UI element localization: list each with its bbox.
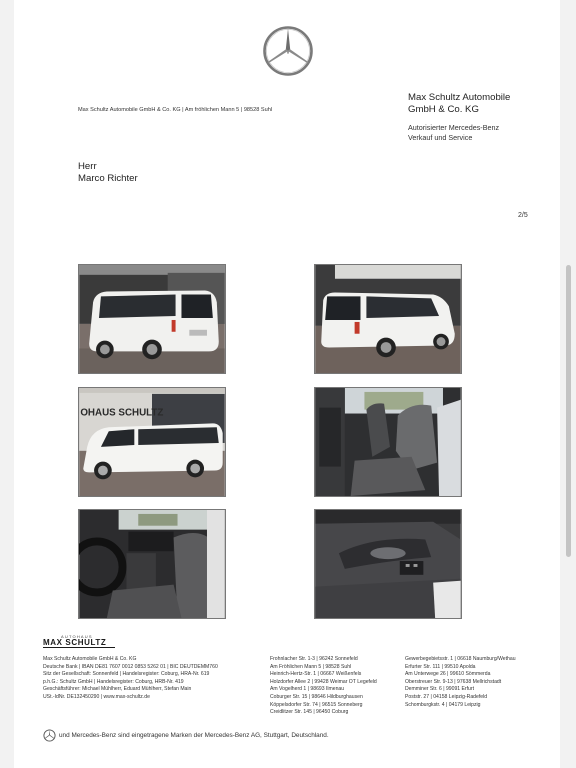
page-number: 2/5: [518, 212, 528, 219]
footer-branch-line: Köppelsdorfer Str. 74 | 96515 Sonneberg: [270, 701, 363, 708]
trademark-notice: und Mercedes-Benz sind eingetragene Marken der Mercedes-Benz AG, Stuttgart, Deutschland.: [59, 732, 329, 739]
recipient-block: [78, 161, 138, 185]
dealer-description-line-1: Autorisierter Mercedes-Benz: [408, 123, 500, 132]
dealer-name-line-1: Max Schultz Automobile: [408, 92, 511, 103]
showroom-sign-text: OHAUS SCHULTZ: [80, 407, 164, 419]
footer-logo-small-text: AUTOHAUS: [61, 634, 93, 639]
mercedes-star-small-icon: [43, 729, 56, 742]
photo-exterior-rear-right: [314, 264, 462, 374]
footer-company-line: p.h.G.: Schultz GmbH | Handelsregister: Coburg, HRB-Nr. 419: [43, 678, 184, 685]
photo-interior-dashboard: [78, 509, 226, 619]
footer-branch-line: Creidlitzer Str. 145 | 96450 Coburg: [270, 709, 349, 716]
footer-dealer-logo: [43, 634, 121, 648]
photo-interior-door: [314, 509, 462, 619]
footer-branch-line: Demminer Str. 6 | 99091 Erfurt: [405, 686, 474, 693]
footer-branch-line: Heinrich-Hertz-Str. 1 | 06667 Weißenfels: [270, 671, 362, 678]
footer-branches-column-2: [405, 656, 516, 709]
photo-exterior-side: [78, 387, 226, 497]
footer-branch-line: Oberstreuer Str. 9-13 | 97638 Mellrichstadt: [405, 678, 502, 685]
footer-branch-line: Frohnlacher Str. 1-3 | 96242 Sonnefeld: [270, 656, 358, 662]
footer-company-line: Sitz der Gesellschaft: Sonnenfeld | Handelsregister: Coburg, HRA-Nr. 619: [43, 671, 210, 678]
footer-company-line: Max Schultz Automobile GmbH & Co. KG: [43, 656, 137, 662]
mercedes-star-icon: [262, 25, 314, 77]
footer-company-line: Geschäftsführer: Michael Mühlherr, Eduard Mühlherr, Stefan Main: [43, 686, 192, 693]
recipient-name: Marco Richter: [78, 173, 138, 184]
footer-branch-line: Poststr. 27 | 04158 Leipzig-Radefeld: [405, 693, 488, 700]
footer-logo-main-text: MAX SCHULTZ: [43, 638, 107, 647]
recipient-salutation: Herr: [78, 161, 97, 172]
footer-branch-line: Holzdorfer Allee 2 | 99428 Weimar OT Legefeld: [270, 678, 377, 685]
footer-company-line: Deutsche Bank | IBAN DE81 7607 0012 0853 5262 01 | BIC DEUTDEMM760: [43, 663, 218, 670]
footer-branches-column-1: [270, 656, 377, 717]
dealer-description-line-2: Verkauf und Service: [408, 132, 473, 142]
footer-branch-line: Erfurter Str. 111 | 99510 Apolda: [405, 663, 476, 670]
footer-company-line: USt.-IdNr. DE132450290 | www.max-schultz.de: [43, 693, 150, 700]
sender-address-line: Max Schultz Automobile GmbH & Co. KG | Am fröhlichen Mann 5 | 98528 Suhl: [78, 107, 273, 113]
photo-interior-rear-seats: [314, 387, 462, 497]
footer-branch-line: Am Vogelherd 1 | 98693 Ilmenau: [270, 686, 345, 693]
footer-branch-line: Am Unterwege 26 | 99610 Sömmerda: [405, 671, 491, 678]
footer-branch-line: Gewerbegebietsstr. 1 | 06618 Naumburg/Wethau: [405, 656, 516, 662]
scrollbar[interactable]: [566, 265, 571, 557]
photo-exterior-rear-left: [78, 264, 226, 374]
dealer-name-line-2: GmbH & Co. KG: [408, 104, 479, 115]
footer-company-info: [43, 656, 218, 702]
footer-branch-line: Am Fröhlichen Mann 5 | 98528 Suhl: [270, 663, 352, 670]
dealer-name: [408, 92, 510, 116]
footer-branch-line: Schomburgkstr. 4 | 04179 Leipzig: [405, 701, 481, 708]
footer-branch-line: Coburger Str. 15 | 98646 Hildburghausen: [270, 693, 363, 700]
dealer-description: [408, 123, 499, 142]
